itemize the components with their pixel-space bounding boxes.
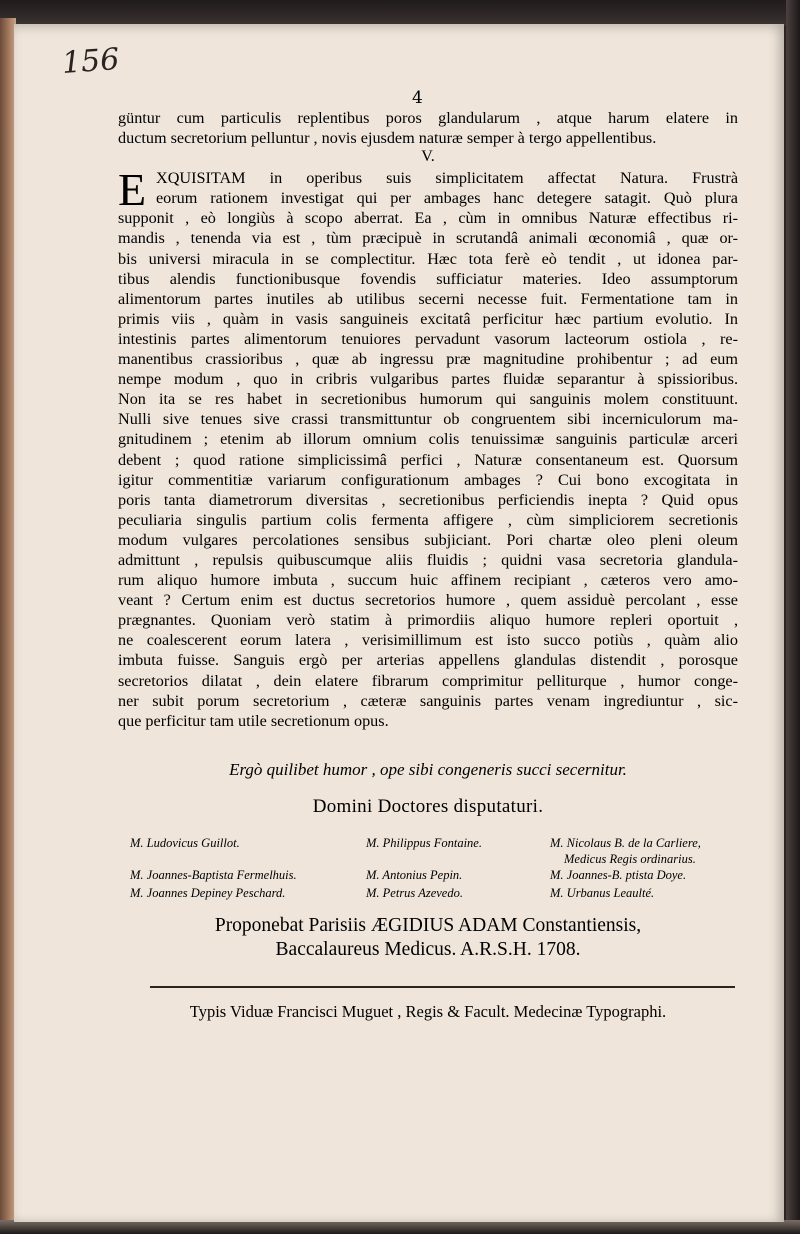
doctor-name: M. Joannes Depiney Peschard. [130,886,286,900]
doctor-name: M. Philippus Fontaine. [366,836,482,850]
proponent-line: Proponebat Parisiis ÆGIDIUS ADAM Constantiensis, [214,915,642,936]
text-line: peculiaria singulis partium colis fermenta affigere , cùm simpliciorem secretionis [118,510,738,529]
text-line: ner subit porum secretorium , cæteræ sanguinis partes venam ingrediuntur , sic- [118,691,738,710]
text-line: modum vulgares percolationes sensibus subjiciant. Pori chartæ oleo pleni oleum [118,530,738,549]
section-number: V. [421,148,435,166]
doctor-name: M. Petrus Azevedo. [366,886,463,900]
handwritten-folio-number: 156 [60,42,121,81]
doctor-title: Medicus Regis ordinarius. [564,852,696,866]
book-top-edge [0,0,800,26]
main-text [118,108,738,731]
doctor-name: M. Ludovicus Guillot. [130,836,240,850]
text-line: ductum secretorium pelluntur , novis ejusdem naturæ semper à tergo appellentibus. [118,129,657,148]
domini-heading: Domini Doctores disputaturi. [312,796,544,817]
text-line: igitur commentitiæ variarum configurationum ambages ? Cui bono excogitata in [118,470,738,489]
text-line: admittunt , repulsis quibuscumque aliis fluidis ; quidni vasa secretoria glandula- [118,550,738,569]
text-line: tibus alendis functionibusque fovendis sufficiatur materies. Ideo assumptorum [118,269,738,288]
book-bottom-edge [0,1220,800,1234]
text-line: veant ? Certum enim est ductus secretorios humore , quem assiduè percolant , esse [118,591,738,610]
text-line: que perficitur tam utile secretionum opus. [118,711,389,730]
doctor-name: M. Joannes-Baptista Fermelhuis. [130,868,297,882]
conclusion-thesis: Ergò quilibet humor , ope sibi congeneris succi secernitur. [229,760,627,779]
page-number: 4 [412,88,423,108]
text-line: gnitudinem ; etenim ab illorum omnium colis tenuissimæ sanguinis particulæ arceri [118,430,738,449]
text-line: supponit , eò longiùs à scopo aberrat. Ea , cùm in omnibus Naturæ effectibus ri- [118,209,738,228]
text-line: alimentorum partes inutiles ab utilibus secerni necesse fuit. Fermentatione tam in [118,289,738,308]
text-line: manentibus crassioribus , quæ ab ingressu præ magnitudine prohibentur ; ad eum [118,350,738,369]
text-line: ne coalescerent eorum latera , verisimillimum est isto succo potiùs , quàm alio [118,631,738,650]
text-line: primis viis , quàm in vasis sanguineis excitatâ perficitur hæc partium evolutio. In [118,309,738,328]
divider-rule [150,986,735,988]
text-line: prægnantes. Quoniam verò statim à primordiis aliquo humore repleri oportuit , [118,611,738,630]
drop-cap: E [118,164,147,216]
text-line: Nulli sive tenues sive crassi transmittuntur ob congruentem sibi incerniculorum ma- [118,410,738,429]
doctor-name: M. Antonius Pepin. [366,868,463,882]
text-line: güntur cum particulis replentibus poros glandularum , atque harum elatere in [118,109,738,127]
degree-line: Baccalaureus Medicus. A.R.S.H. 1708. [275,939,581,960]
text-line: debent ; quod ratione simplicissimâ perfici , Naturæ consentaneum est. Quorsum [118,450,738,469]
text-line: mandis , tenenda via est , tùm præcipuè in scrutandâ animali œconomiâ , quæ or- [118,229,738,248]
paragraph [118,164,738,731]
text-line: XQUISITAM in operibus suis simplicitatem affectat Natura. Frustrà [156,169,738,188]
text-line: secretorios dilatat , dein elatere fibrarum comprimitur pelliturque , humor conge- [118,671,738,690]
book-right-edge [786,0,800,1234]
text-line: intestinis partes alimentorum tenuiores pervadunt vasorum lacteorum ostiola , re- [118,329,738,348]
doctor-name: M. Nicolaus B. de la Carliere, [550,836,701,850]
doctor-name: M. Joannes-B. ptista Doye. [550,868,687,882]
text-line: poris tanta diametrorum diversitas , secretionibus perficiendis inepta ? Quid opus [118,490,738,509]
text-line: bis universi miracula in se complectitur. Hæc tota ferè eò tendit , ut idonea par- [118,249,738,268]
text-line: rum aliquo humore imbuta , succum huic affinem recipiant , cæteros vero amo- [118,571,738,590]
text-line: nempe modum , quo in cribris vulgaribus partes fluidæ separantur à spissioribus. [118,370,738,389]
proponent-block [118,914,738,962]
text-line: eorum rationem investigat qui per ambages hanc detegere satagit. Quò plura [156,189,738,208]
text-line: Non ita se res habet in secretionibus humorum qui sanguinis molem constituunt. [118,390,738,409]
text-line: imbuta fuisse. Sanguis ergò per arterias appellens glandulas distendit , porosque [118,651,738,670]
printer-imprint: Typis Viduæ Francisci Muguet , Regis & Facult. Medecinæ Typographi. [189,1002,667,1021]
doctor-name: M. Urbanus Leaulté. [550,886,655,900]
